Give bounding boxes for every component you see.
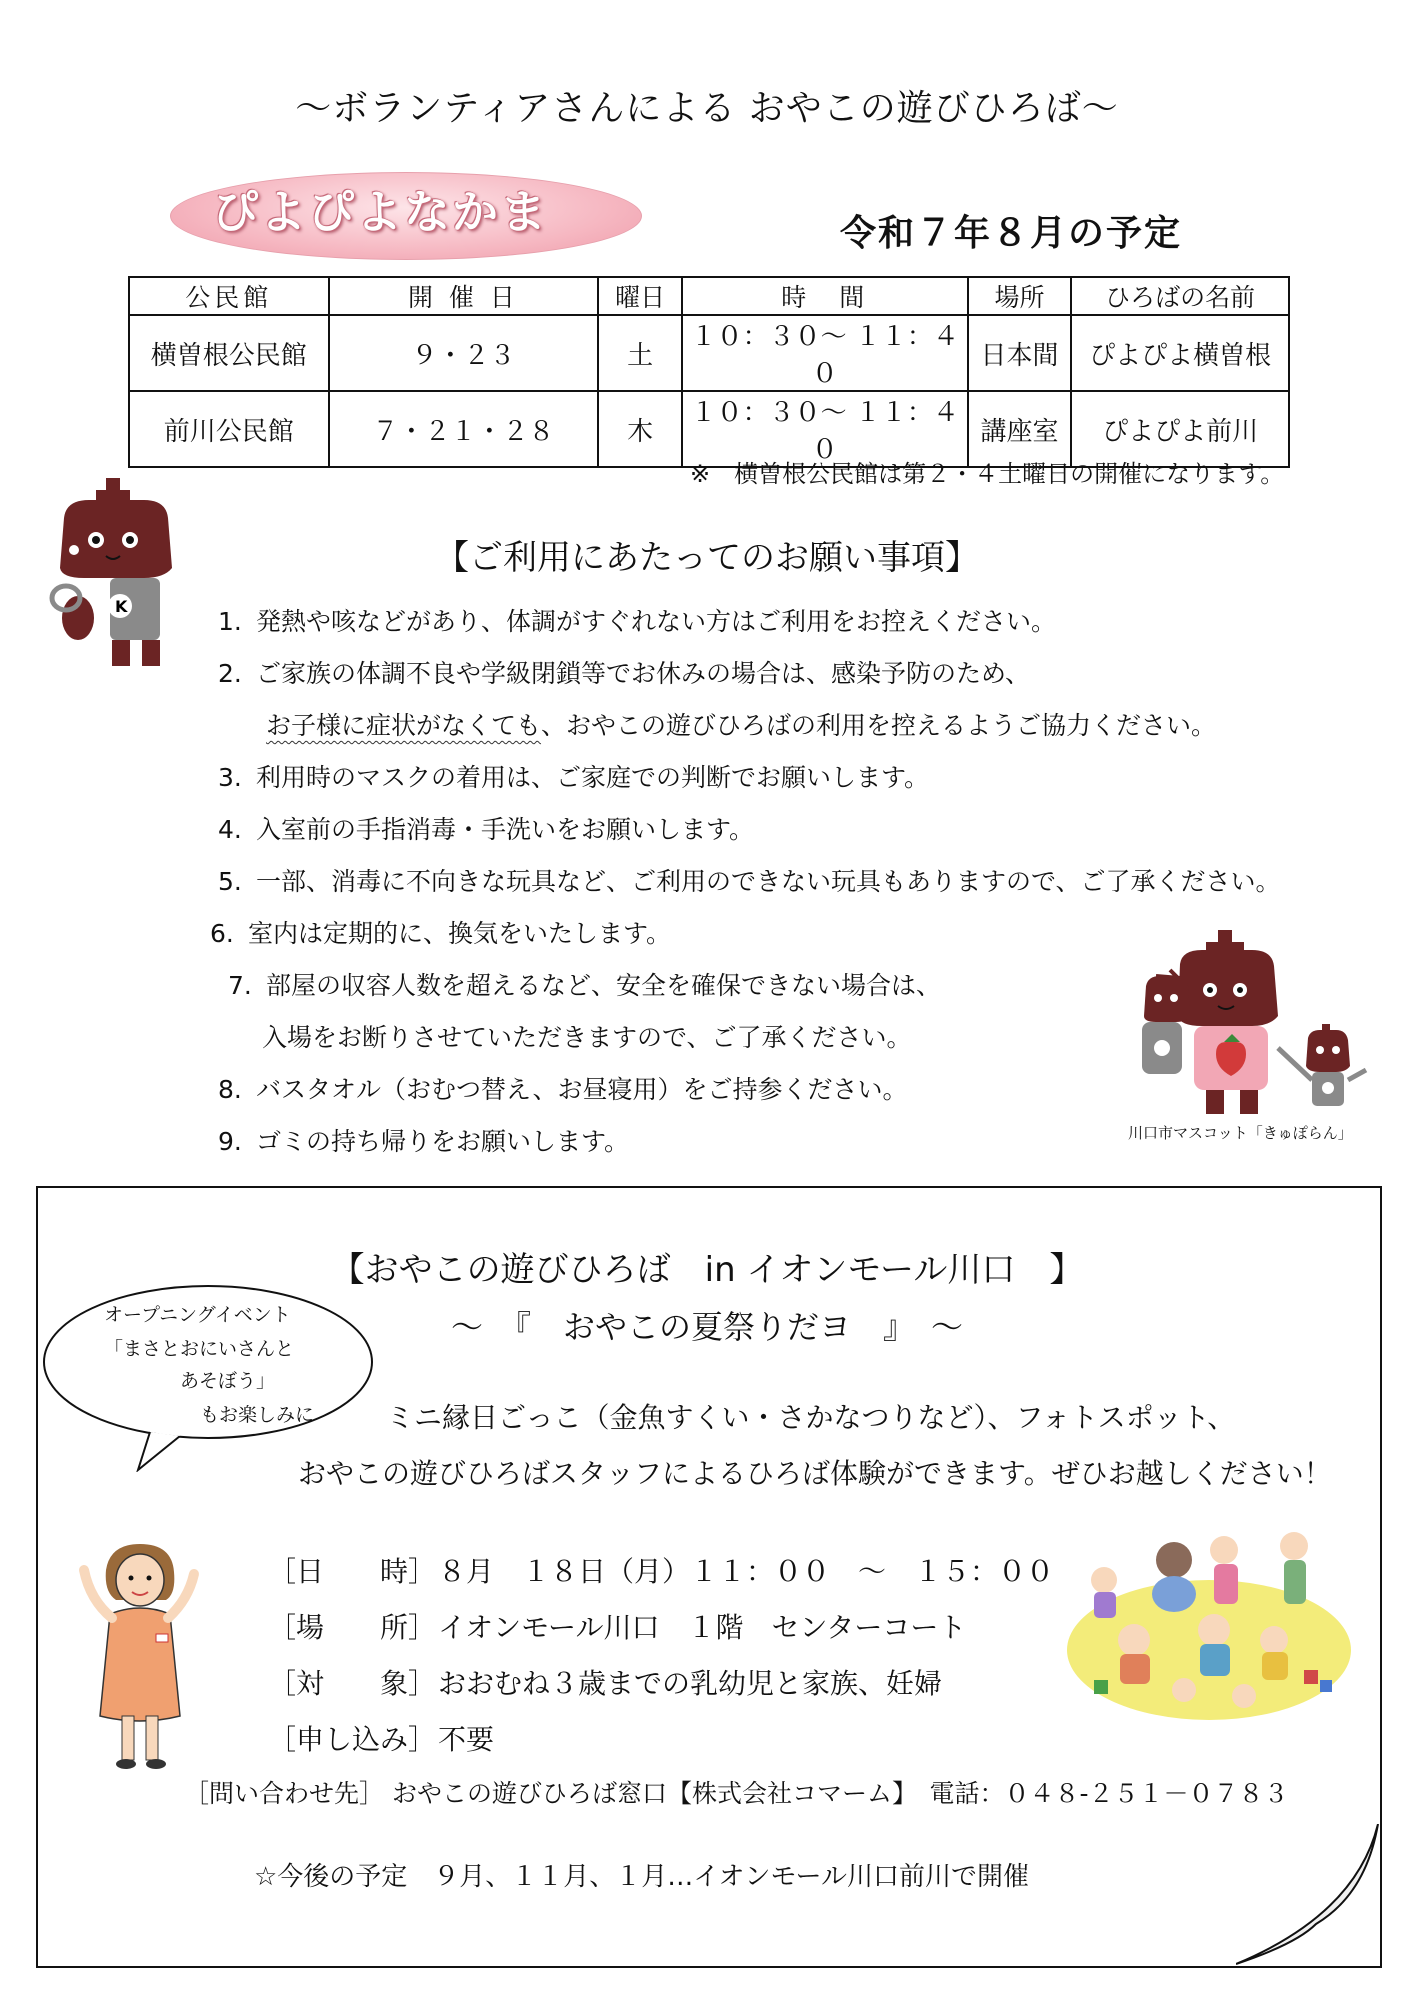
rule-text: 、おやこの遊びひろばの利用を控えるようご協力ください。	[541, 711, 1217, 740]
rule-item	[218, 654, 1030, 690]
page-title: ～ボランティアさんによる おやこの遊びひろば～	[295, 88, 1119, 129]
column-header: ひろばの名前	[1071, 277, 1289, 315]
rule-item	[218, 758, 929, 794]
rule-number: 5.	[218, 867, 242, 896]
future-schedule: ☆今後の予定 ９月、１１月、１月…イオンモール川口前川で開催	[254, 1862, 1029, 1892]
rule-item-continuation	[266, 706, 1216, 742]
rules-title: 【ご利用にあたってのお願い事項】	[435, 538, 979, 578]
staff-woman-illustration	[76, 1540, 206, 1774]
event-description-line: おやこの遊びひろばスタッフによるひろば体験ができます。ぜひお越しください！	[298, 1457, 1332, 1490]
rule-text: ゴミの持ち帰りをお願いします。	[256, 1127, 630, 1156]
rule-text-emphasis: お子様に症状がなくても	[266, 711, 542, 740]
mascot-family-image	[1136, 930, 1376, 1120]
rule-number: 9.	[218, 1127, 242, 1156]
detail-value: おおむね３歳までの乳幼児と家族、妊婦	[438, 1667, 943, 1700]
cell-time: １０：３０～ １１：４０	[682, 315, 968, 391]
rule-text: 室内は定期的に、換気をいたします。	[248, 919, 672, 948]
rule-item-continuation	[262, 1018, 912, 1054]
page-curl-corner	[1236, 1824, 1380, 1966]
detail-label: ［申し込み］	[268, 1723, 437, 1756]
column-header: 公民館	[129, 277, 329, 315]
rule-number: 6.	[210, 919, 234, 948]
detail-value: ８月 １８日（月）１１：００ ～ １５：００	[438, 1555, 1055, 1588]
detail-label: ［場 所］	[268, 1611, 437, 1644]
rule-number: 7.	[228, 971, 252, 1000]
cell-name: ぴよぴよ横曽根	[1071, 315, 1289, 391]
rule-text: 部屋の収容人数を超えるなど、安全を確保できない場合は、	[266, 971, 942, 1000]
rule-number: 8.	[218, 1075, 242, 1104]
rule-text: バスタオル（おむつ替え、お昼寝用）をご持参ください。	[256, 1075, 908, 1104]
rule-text: 入場をお断りさせていただきますので、ご了承ください。	[262, 1023, 912, 1052]
detail-label: ［対 象］	[268, 1667, 437, 1700]
rule-number: 2.	[218, 659, 242, 688]
cell-venue: 横曽根公民館	[129, 315, 329, 391]
event-detail-row	[268, 1662, 942, 1702]
rule-item	[218, 862, 1281, 898]
event-detail-row	[268, 1718, 494, 1758]
badge-title: ぴよぴよなかま	[212, 185, 548, 239]
cell-venue: 前川公民館	[129, 391, 329, 467]
rule-text: 一部、消毒に不向きな玩具など、ご利用のできない玩具もありますので、ご了承ください。	[256, 867, 1281, 896]
rule-item	[218, 1122, 629, 1158]
table-row	[129, 315, 1289, 391]
family-playing-illustration	[1064, 1520, 1354, 1734]
cell-dates: ９・２３	[329, 315, 599, 391]
table-header-row	[129, 277, 1289, 315]
rule-text: 入室前の手指消毒・手洗いをお願いします。	[256, 815, 755, 844]
detail-value: イオンモール川口 １階 センターコート	[438, 1611, 967, 1644]
bubble-line: オープニングイベント	[104, 1304, 291, 1326]
column-header: 開 催 日	[329, 277, 599, 315]
cell-weekday: 木	[598, 391, 682, 467]
event-detail-row	[268, 1550, 1054, 1590]
rule-item	[210, 914, 671, 950]
bubble-line: もお楽しみに	[200, 1404, 315, 1426]
bubble-line: 「まさとおにいさんと	[104, 1338, 295, 1360]
rule-text: 利用時のマスクの着用は、ご家庭での判断でお願いします。	[256, 763, 930, 792]
cell-time: １０：３０～ １１：４０	[682, 391, 968, 467]
detail-value: 不要	[438, 1723, 495, 1756]
rule-item	[218, 1070, 908, 1106]
schedule-table	[128, 276, 1290, 468]
svg-text:K: K	[115, 597, 128, 616]
event-detail-row	[268, 1606, 966, 1646]
rule-number: 1.	[218, 607, 242, 636]
cell-dates: ７・２１・２８	[329, 391, 599, 467]
column-header: 時 間	[682, 277, 968, 315]
event-title: 【おやこの遊びひろば in イオンモール川口 】	[330, 1250, 1084, 1290]
detail-label: ［日 時］	[268, 1555, 437, 1588]
cell-weekday: 土	[598, 315, 682, 391]
event-subtitle: ～ 『 おやこの夏祭りだヨ 』 ～	[450, 1308, 963, 1346]
mascot-caption: 川口市マスコット「きゅぽらん」	[1128, 1124, 1353, 1142]
rule-text: ご家族の体調不良や学級閉鎖等でお休みの場合は、感染予防のため、	[256, 659, 1031, 688]
cell-room: 日本間	[968, 315, 1072, 391]
rule-text: 発熱や咳などがあり、体調がすぐれない方はご利用をお控えください。	[256, 607, 1057, 636]
column-header: 曜日	[598, 277, 682, 315]
column-header: 場所	[968, 277, 1072, 315]
schedule-note: ※ 横曽根公民館は第２・４土曜日の開催になります。	[690, 460, 1285, 488]
rule-number: 4.	[218, 815, 242, 844]
contact-info: ［問い合わせ先］ おやこの遊びひろば窓口【株式会社コマーム】 電話：０４８-２５１－０７８３	[184, 1779, 1289, 1808]
rule-item	[228, 966, 941, 1002]
event-description-line: ミニ縁日ごっこ（金魚すくい・さかなつりなど）、フォトスポット、	[386, 1401, 1236, 1434]
rule-number: 3.	[218, 763, 242, 792]
bubble-line: あそぼう」	[180, 1370, 276, 1392]
cell-name: ぴよぴよ前川	[1071, 391, 1289, 467]
schedule-title: 令和７年８月の予定	[840, 213, 1183, 254]
rule-item	[218, 810, 754, 846]
cell-room: 講座室	[968, 391, 1072, 467]
rule-item	[218, 602, 1056, 638]
